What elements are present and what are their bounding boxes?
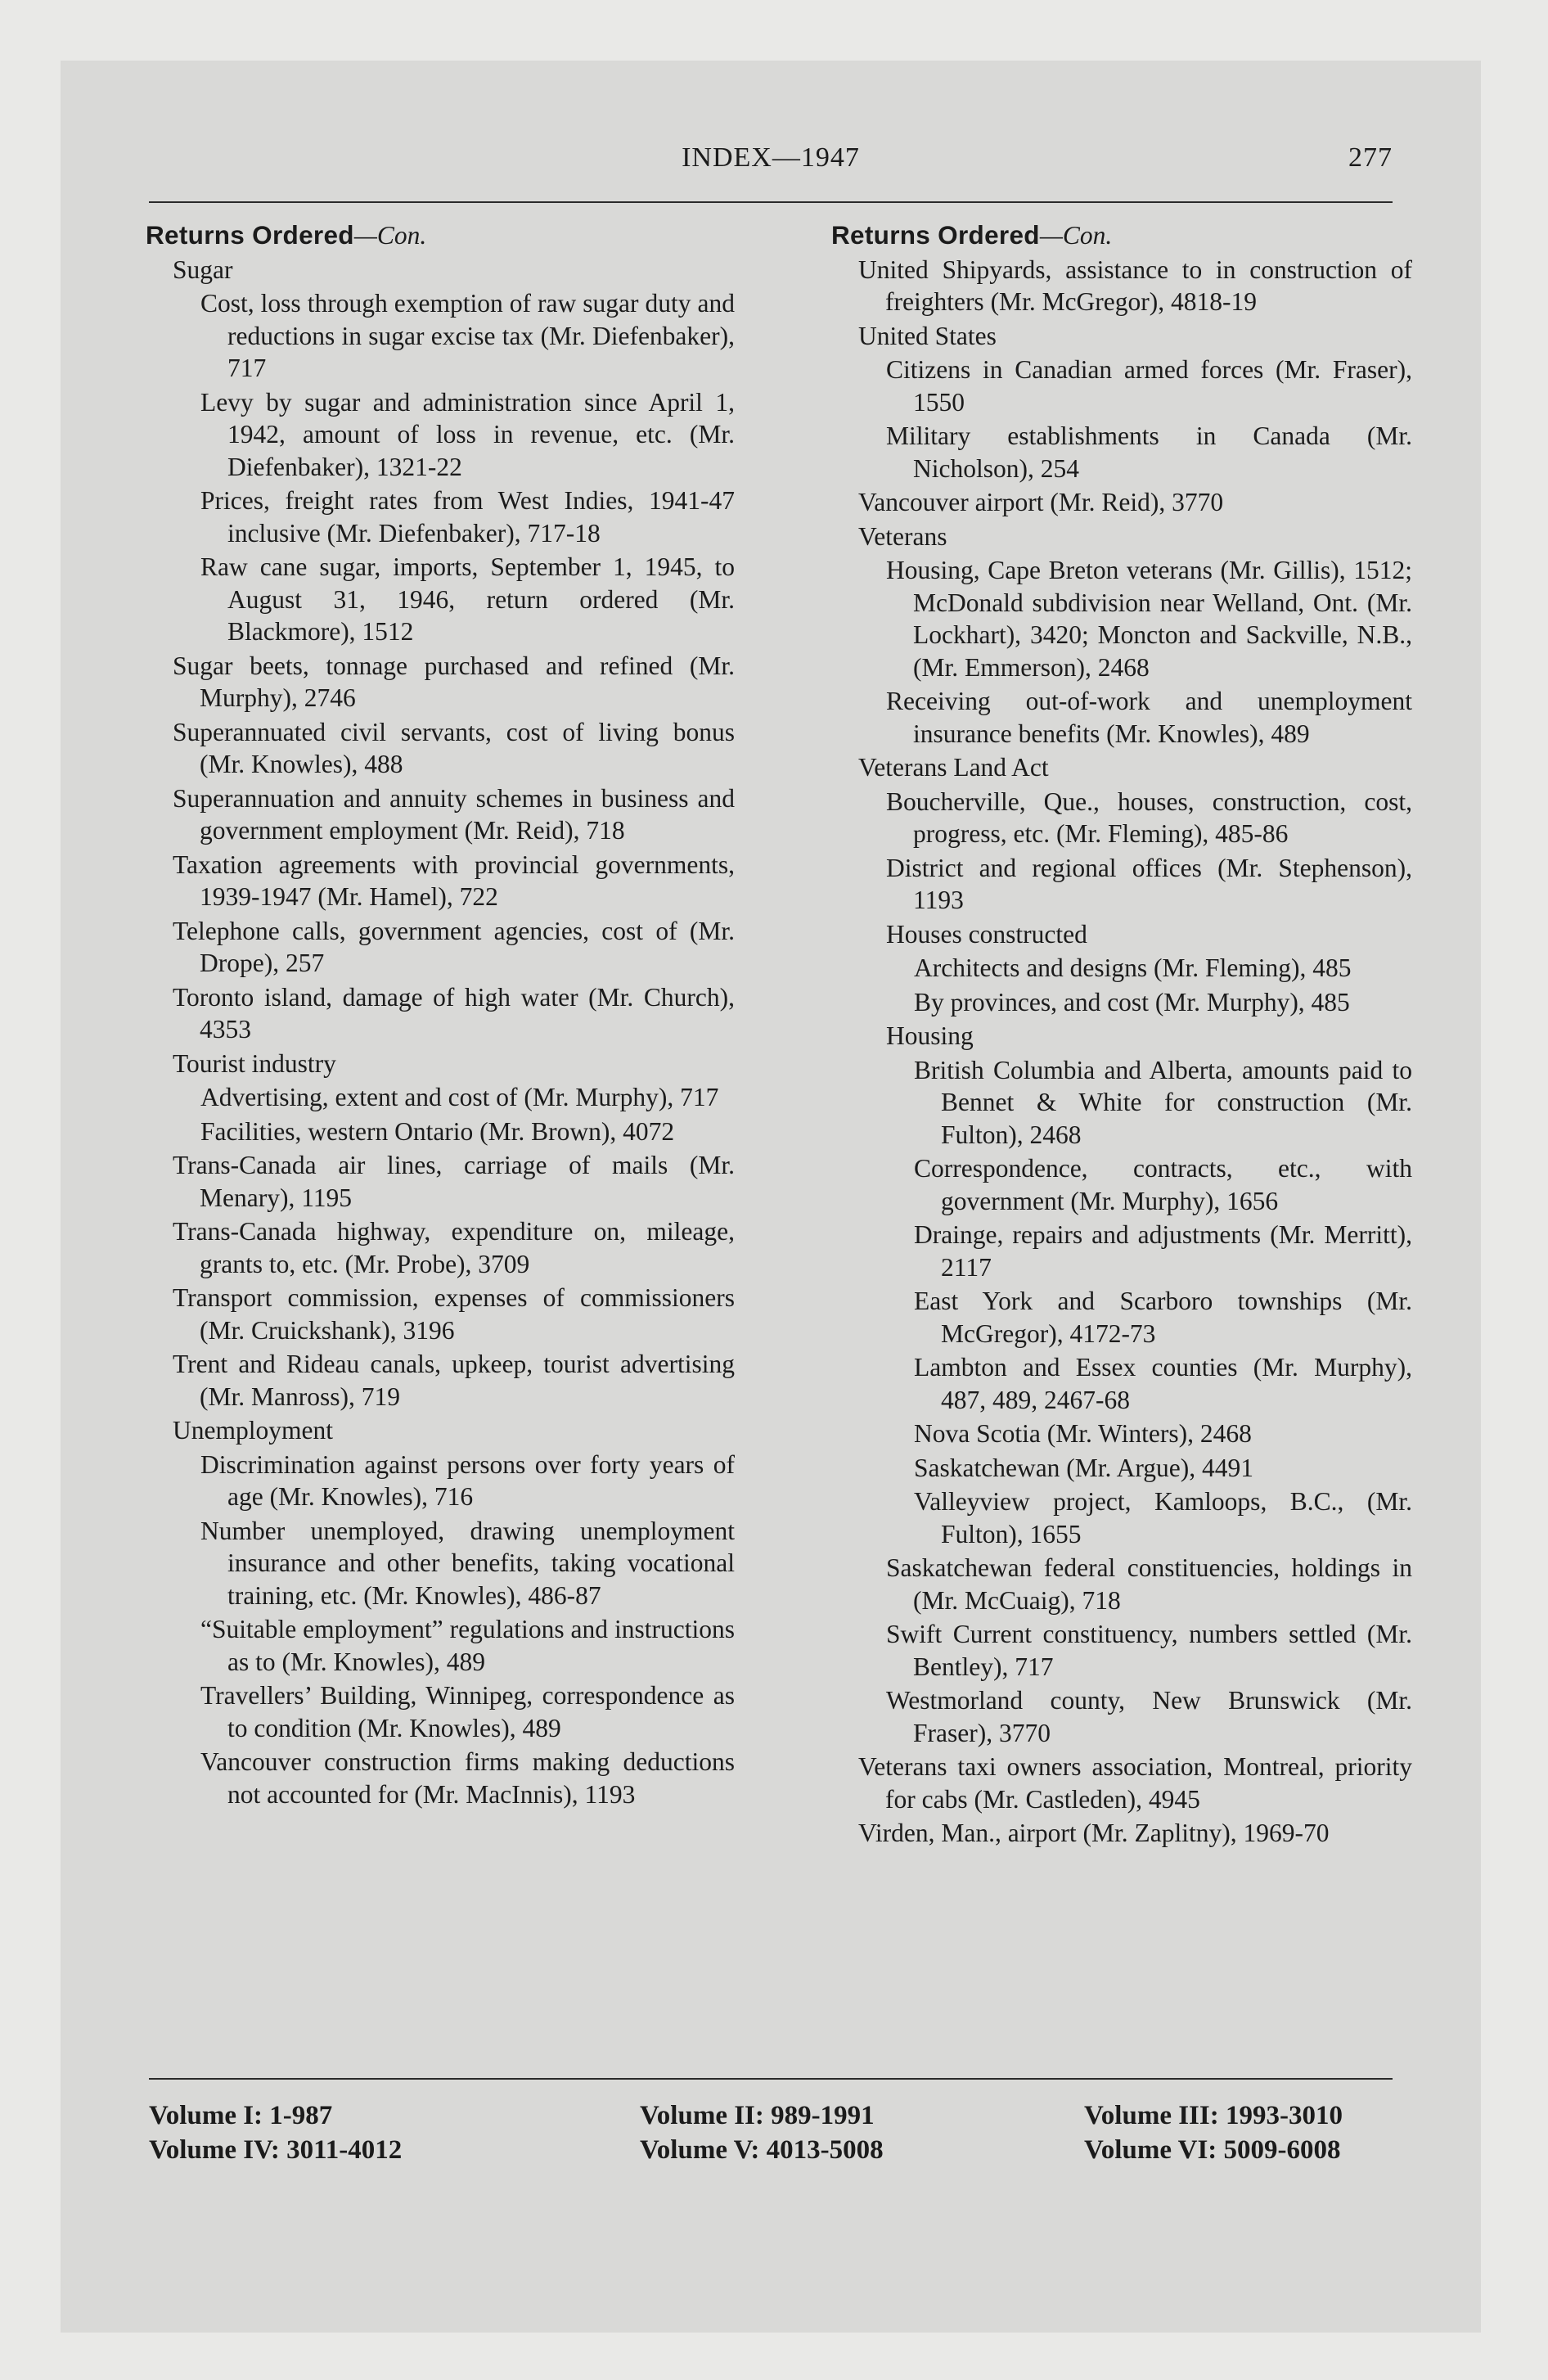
- index-entry: Lambton and Essex counties (Mr. Murphy), 487, 489, 2467-68: [914, 1353, 1412, 1414]
- page-number: 277: [1348, 142, 1393, 173]
- right-column: [831, 219, 1412, 1851]
- index-entry: Advertising, extent and cost of (Mr. Murphy), 717: [200, 1083, 719, 1111]
- index-entry: Unemployment: [173, 1416, 333, 1445]
- index-entry: Taxation agreements with provincial governments, 1939-1947 (Mr. Hamel), 722: [173, 850, 735, 911]
- index-entry: Number unemployed, drawing unemployment insurance and other benefits, taking vocational training, etc. (Mr. Knowles), 486-87: [200, 1516, 735, 1610]
- index-entry: Saskatchewan (Mr. Argue), 4491: [914, 1453, 1253, 1482]
- index-entry: Citizens in Canadian armed forces (Mr. Fraser), 1550: [886, 355, 1412, 417]
- volume-label: Volume IV: 3011-4012: [149, 2135, 403, 2165]
- index-entry: Vancouver construction firms making deductions not accounted for (Mr. MacInnis), 1193: [200, 1747, 735, 1809]
- index-entry: Housing, Cape Breton veterans (Mr. Gillis), 1512; McDonald subdivision near Welland, Ont. (Mr. Lockhart), 3420; Moncton and Sackville, N.B., (Mr. Emmerson), 2468: [886, 556, 1412, 682]
- index-entry: Drainge, repairs and adjustments (Mr. Merritt), 2117: [914, 1220, 1412, 1282]
- index-entry: Veterans Land Act: [858, 753, 1049, 782]
- index-entry: Cost, loss through exemption of raw sugar duty and reductions in sugar excise tax (Mr. Diefenbaker), 717: [200, 289, 735, 382]
- index-entry: Transport commission, expenses of commissioners (Mr. Cruickshank), 3196: [173, 1283, 735, 1345]
- left-column-heading: [146, 219, 735, 252]
- index-entry: Valleyview project, Kamloops, B.C., (Mr. Fulton), 1655: [914, 1487, 1412, 1548]
- index-entry: Levy by sugar and administration since April 1, 1942, amount of loss in revenue, etc. (Mr. Diefenbaker), 1321-22: [200, 387, 735, 481]
- index-entry: Trans-Canada highway, expenditure on, mileage, grants to, etc. (Mr. Probe), 3709: [173, 1217, 735, 1278]
- index-entry: By provinces, and cost (Mr. Murphy), 485: [914, 987, 1350, 1016]
- index-entry: Raw cane sugar, imports, September 1, 1945, to August 31, 1946, return ordered (Mr. Blackmore), 1512: [200, 552, 735, 646]
- index-entry: Veterans taxi owners association, Montreal, priority for cabs (Mr. Castleden), 4945: [858, 1752, 1412, 1814]
- index-entry: Facilities, western Ontario (Mr. Brown), 4072: [200, 1116, 675, 1146]
- volume-label: Volume VI: 5009-6008: [1084, 2135, 1341, 2165]
- index-entry: “Suitable employment” regulations and instructions as to (Mr. Knowles), 489: [200, 1615, 735, 1676]
- volume-label: Volume I: 1-987: [149, 2101, 333, 2130]
- index-entry: United Shipyards, assistance to in construction of freighters (Mr. McGregor), 4818-19: [858, 255, 1412, 316]
- index-entry: Trent and Rideau canals, upkeep, tourist advertising (Mr. Manross), 719: [173, 1350, 735, 1411]
- volume-group-2: [640, 2098, 884, 2167]
- header-rule: [149, 201, 1393, 203]
- index-entry: East York and Scarboro townships (Mr. McGregor), 4172-73: [914, 1287, 1412, 1348]
- heading-bold: Returns Ordered: [831, 220, 1040, 250]
- index-entry: Saskatchewan federal constituencies, holdings in (Mr. McCuaig), 718: [886, 1553, 1412, 1615]
- index-entry: Veterans: [858, 521, 947, 551]
- index-entry: Telephone calls, government agencies, cost of (Mr. Drope), 257: [173, 916, 735, 977]
- index-entry: Nova Scotia (Mr. Winters), 2468: [914, 1419, 1252, 1448]
- right-column-heading: [831, 219, 1412, 252]
- index-entry: Boucherville, Que., houses, construction, cost, progress, etc. (Mr. Fleming), 485-86: [886, 787, 1412, 848]
- index-entry: Trans-Canada air lines, carriage of mails (Mr. Menary), 1195: [173, 1151, 735, 1212]
- heading-bold: Returns Ordered: [146, 220, 354, 250]
- index-entry: Superannuated civil servants, cost of living bonus (Mr. Knowles), 488: [173, 717, 735, 778]
- index-entry: Virden, Man., airport (Mr. Zaplitny), 1969-70: [858, 1819, 1330, 1847]
- index-entry: Swift Current constituency, numbers settled (Mr. Bentley), 717: [886, 1620, 1412, 1681]
- index-entry: Architects and designs (Mr. Fleming), 485: [914, 953, 1352, 982]
- volume-label: Volume II: 989-1991: [640, 2101, 875, 2130]
- index-page: [61, 61, 1481, 2333]
- heading-suffix: —Con.: [1039, 221, 1113, 250]
- volume-label: Volume III: 1993-3010: [1084, 2101, 1343, 2130]
- index-entry: Tourist industry: [173, 1048, 336, 1078]
- index-entry: Travellers’ Building, Winnipeg, correspondence as to condition (Mr. Knowles), 489: [200, 1681, 735, 1742]
- left-column: [146, 219, 735, 1812]
- index-entry: Discrimination against persons over forty years of age (Mr. Knowles), 716: [200, 1449, 735, 1511]
- index-entry: District and regional offices (Mr. Stephenson), 1193: [886, 853, 1412, 914]
- index-entry: Houses constructed: [886, 919, 1087, 949]
- index-entry: Sugar: [173, 255, 233, 284]
- index-entry: Prices, freight rates from West Indies, 1941-47 inclusive (Mr. Diefenbaker), 717-18: [200, 486, 735, 548]
- index-entry: Receiving out-of-work and unemployment insurance benefits (Mr. Knowles), 489: [886, 687, 1412, 748]
- index-entry: Housing: [886, 1021, 974, 1050]
- index-entry: Sugar beets, tonnage purchased and refined (Mr. Murphy), 2746: [173, 651, 735, 712]
- left-entry-list: [146, 254, 735, 1811]
- volume-group-3: [1084, 2098, 1343, 2167]
- footer-rule: [149, 2078, 1393, 2080]
- page-title: INDEX—1947: [682, 142, 860, 173]
- running-head: [149, 142, 1393, 192]
- right-entry-list: [831, 254, 1412, 1850]
- index-entry: Military establishments in Canada (Mr. Nicholson), 254: [886, 421, 1412, 483]
- index-entry: Toronto island, damage of high water (Mr. Church), 4353: [173, 982, 735, 1044]
- volume-group-1: [149, 2098, 402, 2167]
- index-entry: British Columbia and Alberta, amounts paid to Bennet & White for construction (Mr. Fulton), 2468: [914, 1055, 1412, 1149]
- volume-label: Volume V: 4013-5008: [640, 2135, 884, 2165]
- index-entry: Superannuation and annuity schemes in business and government employment (Mr. Reid), 718: [173, 783, 735, 845]
- index-entry: Correspondence, contracts, etc., with government (Mr. Murphy), 1656: [914, 1154, 1412, 1215]
- index-entry: Westmorland county, New Brunswick (Mr. Fraser), 3770: [886, 1686, 1412, 1747]
- heading-suffix: —Con.: [353, 221, 427, 250]
- index-entry: United States: [858, 321, 997, 350]
- index-entry: Vancouver airport (Mr. Reid), 3770: [858, 488, 1224, 516]
